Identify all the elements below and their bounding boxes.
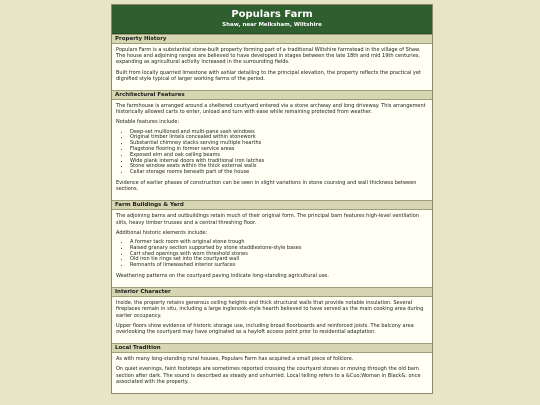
paragraph: Evidence of earlier phases of construction can be seen in slight variations in stone coursing and wall thickness between sections. [116,180,417,193]
paragraph: On quiet evenings, faint footsteps are sometimes reported crossing the courtyard stones or moving through the old barn section after dark. The sound is described as steady and unhurried. Local telling refers to a &Cuo;Woman in Black&; once associated with the property. [116,366,421,385]
section-heading-interior-character: Interior Character [112,287,432,297]
list-item: • Stone window seats within the thick external walls [130,164,428,170]
paragraph: The adjoining barns and outbuildings retain much of their original form. The principal barn features high-level ventilation slits, heavy timber trusses and a central threshing floor. [116,213,419,226]
paragraph: Inside, the property retains generous ceiling heights and thick structural walls that provide notable insulation. Several fireplaces remain in situ, including a large inglenook-style hearth believed to have served as the main cooking area during earlier occupancy. [116,300,424,319]
page-subtitle: Shaw, near Melksham, Wiltshire [222,22,322,28]
feature-list [116,240,428,269]
header-banner [112,5,432,34]
list-item: • Exposed elm and oak ceiling beams [130,153,428,159]
paragraph: Populars Farm is a substantial stone-built property forming part of a traditional Wiltshire farmstead in the village of Shaw. The house and adjoining ranges are believed to have developed in stages between the late 18th and mid 19th centuries, expanding as agricultural activity increased in the surrounding fields. [116,47,421,66]
paragraph: Notable features include: [116,119,180,126]
section-heading-farm-buildings-yard: Farm Buildings & Yard [112,200,432,210]
list-item: • Wide plank internal doors with traditional iron latches [130,159,428,165]
section-body-property-history [112,44,432,90]
list-item: • Cellar storage rooms beneath part of the house [130,170,428,176]
feature-list [116,130,428,176]
paragraph: Upper floors show evidence of historic storage use, including broad floorboards and reinforced joists. The balcony area overlooking the courtyard may have originated as a hayloft access point prior to residential adaptation. [116,322,414,336]
section-heading-architectural-features: Architectural Features [112,90,432,100]
list-item: • Old iron tie rings set into the courtyard wall [130,257,428,263]
section-body-interior-character [112,297,432,343]
section-body-farm-buildings-yard [112,210,432,287]
section-body-architectural-features [112,100,432,200]
sections-container [112,34,432,393]
list-item: • Flagstone flooring in former service areas [130,147,428,153]
section-heading-property-history: Property History [112,34,432,44]
paragraph: As with many long-standing rural houses, Populars Farm has acquired a small piece of folklore. [116,356,354,363]
list-item: • Original timber lintels concealed within stonework [130,135,428,141]
page-title: Populars Farm [231,9,313,20]
paragraph: Built from locally quarried limestone with ashlar detailing to the principal elevation, the property reflects the practical yet dignified style typical of larger working farms of the period. [116,69,421,82]
list-item: • Deep-set mullioned and multi-pane sash windows [130,130,428,136]
section-body-local-tradition [112,353,432,393]
section-heading-local-tradition: Local Tradition [112,343,432,353]
paragraph: Weathering patterns on the courtyard paving indicate long-standing agricultural use. [116,273,329,279]
list-item: • Raised granary section supported by stone staddlestone-style bases [130,246,428,252]
list-item: • A former tack room with original stone trough [130,240,428,246]
list-item: • Cart shed openings with worn threshold stones [130,252,428,258]
list-item: • Remnants of limewashed interior surfaces [130,263,428,269]
list-item: • Substantial chimney stacks serving multiple hearths [130,141,428,147]
paragraph: Additional historic elements include: [116,229,208,236]
paragraph: The farmhouse is arranged around a sheltered courtyard entered via a stone archway and long driveway. This arrangement historically allowed carts to enter, unload and turn with ease while remaining protected from weather. [116,103,426,116]
document-page [111,4,433,394]
